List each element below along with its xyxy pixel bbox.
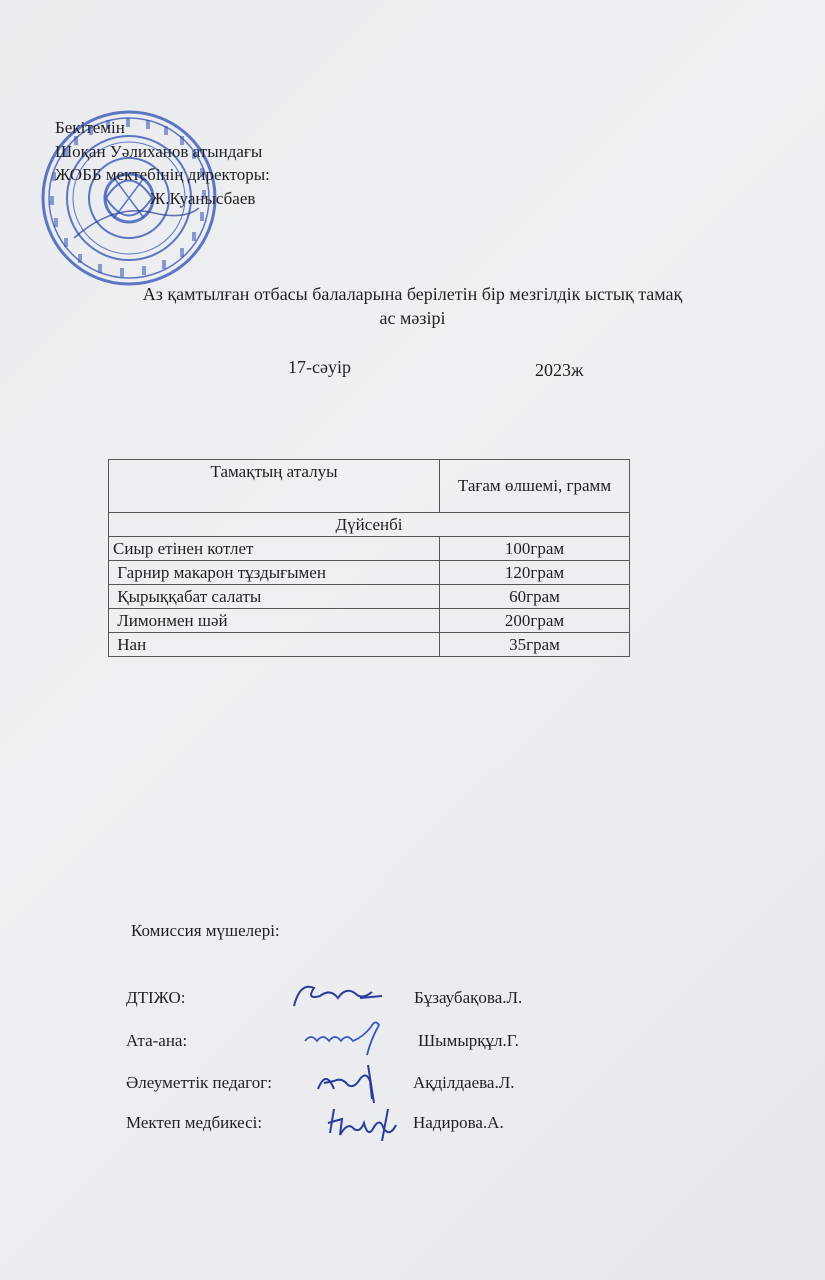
dish-name: Лимонмен шәй	[109, 609, 440, 633]
approval-position: ЖОББ мектебінің директоры:	[55, 165, 270, 184]
table-header-row	[109, 460, 630, 513]
date-year: 2023ж	[535, 360, 584, 380]
member-name: Ақділдаева.Л.	[413, 1073, 515, 1092]
commission-heading: Комиссия мүшелері:	[131, 921, 280, 940]
member-name: Шымырқұл.Г.	[418, 1031, 519, 1050]
title-line-1: Аз қамтылған отбасы балаларына берілетін бір мезгілдік ыстық тамақ	[142, 284, 683, 304]
dish-name: Нан	[109, 633, 440, 657]
dish-name: Гарнир макарон тұздығымен	[109, 561, 440, 585]
day-label: Дүйсенбі	[109, 513, 630, 537]
member-name: Бұзаубақова.Л.	[414, 988, 523, 1007]
handwritten-signature-icon	[286, 976, 386, 1016]
table-row	[109, 585, 630, 609]
commission-member	[126, 1073, 726, 1103]
member-role: ДТІЖО:	[126, 988, 186, 1007]
header-dish-name: Тамақтың аталуы	[109, 460, 440, 513]
table-row-day	[109, 513, 630, 537]
commission-member	[126, 1031, 726, 1061]
dish-name: Қырыққабат салаты	[109, 585, 440, 609]
table-row	[109, 633, 630, 657]
member-name: Надирова.А.	[413, 1113, 504, 1132]
dish-name: Сиыр етінен котлет	[109, 537, 440, 561]
table-row	[109, 537, 630, 561]
handwritten-signature-icon	[301, 1015, 401, 1059]
dish-amount: 120грам	[440, 561, 630, 585]
table-row	[109, 609, 630, 633]
handwritten-signature-icon	[324, 1099, 404, 1145]
approval-heading: Бекітемін	[55, 118, 125, 137]
approval-director-name: Ж.Куанысбаев	[150, 188, 256, 208]
approval-school: Шоқан Уәлиханов атындағы	[55, 141, 263, 161]
title-line-2: ас мәзірі	[379, 308, 446, 328]
member-role: Ата-ана:	[126, 1031, 188, 1050]
date-day: 17-сәуір	[288, 357, 351, 377]
commission-member	[126, 1113, 726, 1143]
member-role: Әлеуметтік педагог:	[126, 1073, 272, 1092]
document-title	[40, 282, 785, 330]
dish-amount: 100грам	[440, 537, 630, 561]
dish-amount: 60грам	[440, 585, 630, 609]
dish-amount: 200грам	[440, 609, 630, 633]
commission-member	[126, 988, 726, 1018]
approval-block	[55, 116, 270, 210]
header-portion-size: Тағам өлшемі, грамм	[440, 460, 630, 513]
dish-amount: 35грам	[440, 633, 630, 657]
table-row	[109, 561, 630, 585]
menu-table	[108, 459, 630, 657]
member-role: Мектеп медбикесі:	[126, 1113, 263, 1132]
